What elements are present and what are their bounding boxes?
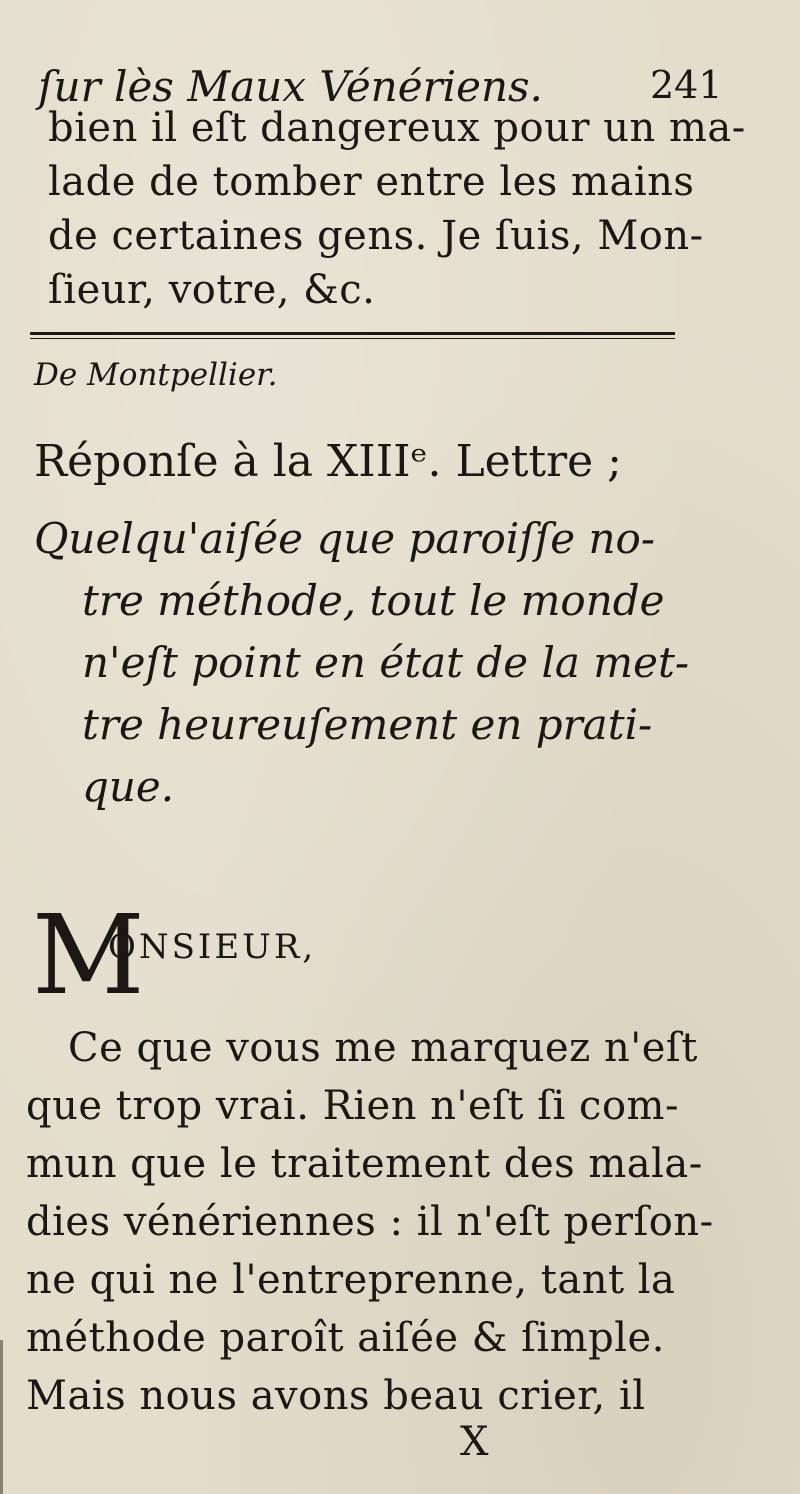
subtitle-line: Quelqu'aiſée que paroiſſe no- bbox=[34, 514, 656, 563]
section-divider bbox=[30, 332, 675, 335]
text-line: mun que le traitement des mala- bbox=[26, 1141, 703, 1187]
text-line: ne qui ne l'entreprenne, tant la bbox=[26, 1257, 676, 1303]
text-line: de certaines gens. Je ſuis, Mon- bbox=[48, 213, 704, 259]
text-line: Ce que vous me marquez n'eſt bbox=[68, 1025, 698, 1071]
subtitle-line: n'eſt point en état de la met- bbox=[82, 638, 690, 687]
text-line: bien il eſt dangereux pour un ma- bbox=[48, 105, 746, 151]
subtitle-line: que. bbox=[82, 762, 175, 811]
signature-mark: X bbox=[460, 1419, 489, 1465]
letter-origin: De Montpellier. bbox=[34, 357, 278, 393]
letter-title: Réponſe à la XIIIᵉ. Lettre ; bbox=[34, 436, 622, 487]
text-line: ſieur, votre, &c. bbox=[48, 267, 376, 313]
text-line: Mais nous avons beau crier, il bbox=[26, 1373, 646, 1419]
text-line: que trop vrai. Rien n'eſt ſi com- bbox=[26, 1083, 679, 1129]
subtitle-line: tre heureuſement en prati- bbox=[82, 700, 653, 749]
text-line: dies vénériennes : il n'eſt perſon- bbox=[26, 1199, 714, 1245]
subtitle-line: tre méthode, tout le monde bbox=[82, 576, 665, 625]
page-edge bbox=[0, 1340, 3, 1494]
running-header bbox=[38, 62, 723, 111]
running-title: ſur lès Maux Vénériens. bbox=[38, 62, 543, 111]
text-line: lade de tomber entre les mains bbox=[48, 159, 695, 205]
page-number: 241 bbox=[650, 63, 723, 107]
salutation: ONSIEUR, bbox=[108, 927, 317, 967]
text-line: méthode paroît aiſée & ſimple. bbox=[26, 1315, 665, 1361]
drop-cap: M bbox=[32, 891, 145, 1019]
